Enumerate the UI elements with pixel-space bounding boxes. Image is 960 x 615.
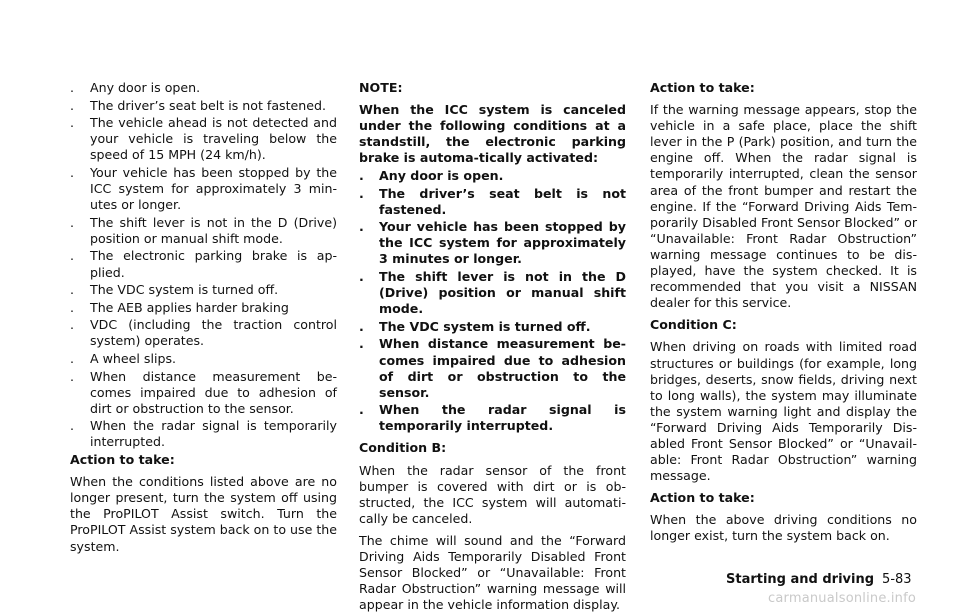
bullet-item xyxy=(70,300,337,316)
bullet-text: The driver’s seat belt is not fastened. xyxy=(90,97,327,113)
section-title: Starting and driving xyxy=(726,572,875,587)
bullet-item xyxy=(70,115,337,163)
bullet-text: A wheel slips. xyxy=(90,351,177,366)
bullet-item xyxy=(70,80,337,96)
bullet-item xyxy=(70,418,337,450)
condition-b-paragraph: When the radar sensor of the front bumper is covered with dirt or is ob-structed, the ICC system will automati-cally be canceled. xyxy=(359,462,626,526)
bullet-item xyxy=(70,351,337,367)
page-number: 5-83 xyxy=(882,572,912,587)
bullet-item xyxy=(70,165,337,213)
bullet-text: The VDC system is turned off. xyxy=(90,282,279,298)
bullet-marker: . xyxy=(70,80,75,95)
middle-column xyxy=(359,80,626,615)
bullet-marker: . xyxy=(70,418,75,434)
bullet-text: The electronic parking brake is ap-plied. xyxy=(90,248,337,280)
bullet-marker: . xyxy=(359,336,364,352)
bullet-marker: . xyxy=(70,368,75,384)
left-column xyxy=(70,80,337,556)
bullet-marker: . xyxy=(359,185,364,201)
note-bullet-item xyxy=(359,319,626,335)
note-bullet-item xyxy=(359,219,626,267)
bullet-marker: . xyxy=(359,269,364,285)
note-heading: NOTE: xyxy=(359,80,403,95)
bullet-text: The shift lever is not in the D (Drive) position or manual shift mode. xyxy=(379,269,626,317)
bullet-marker: . xyxy=(70,248,75,264)
bullet-marker: . xyxy=(70,164,75,180)
bullet-text: Your vehicle has been stopped by the ICC system for approximately 3 minutes or longer. xyxy=(379,219,626,267)
action-paragraph: When the conditions listed above are no longer present, turn the system off using the ProPILOT Assist switch. Turn the ProPILOT Assist system back on to use the system. xyxy=(70,474,337,554)
bullet-text: The VDC system is turned off. xyxy=(379,318,591,334)
bullet-item xyxy=(70,282,337,298)
bullet-marker: . xyxy=(359,318,364,334)
bullet-marker: . xyxy=(70,351,75,366)
action-heading: Action to take: xyxy=(650,80,755,95)
bullet-text: The vehicle ahead is not detected and your vehicle is traveling below the speed of 15 MPH (24 km/h). xyxy=(90,115,337,163)
bullet-text: When distance measurement be-comes impaired due to adhesion of dirt or obstruction to the sensor. xyxy=(379,336,626,400)
bullet-marker: . xyxy=(70,214,75,230)
note-bullet-item xyxy=(359,269,626,317)
bullet-item xyxy=(70,317,337,349)
bullet-text: The shift lever is not in the D (Drive) position or manual shift mode. xyxy=(90,214,337,246)
bullet-text: When the radar signal is temporarily interrupted. xyxy=(379,402,626,434)
bullet-text: When the radar signal is temporarily interrupted. xyxy=(90,418,337,450)
bullet-text: Your vehicle has been stopped by the ICC system for approximately 3 min-utes or longer. xyxy=(90,164,337,213)
bullet-marker: . xyxy=(70,97,75,113)
right-column xyxy=(650,80,917,546)
action-heading: Action to take: xyxy=(70,452,175,468)
page-footer xyxy=(726,572,921,587)
bullet-item xyxy=(70,369,337,417)
action-paragraph: If the warning message appears, stop the vehicle in a safe place, place the shift lever in the P (Park) position, and turn the engine off. When the radar signal is temporarily interrupted, clean the sensor area of the front bumper and restart the engine. If the “Forward Driving Aids Tem-porarily Disabled Front Sensor Blocked” or “Unavailable: Front Radar Obstruction” warning message continues to be dis-played, have the system checked. It is recommended that you visit a NISSAN dealer for this service. xyxy=(650,102,917,311)
action-paragraph: When the above driving conditions no longer exist, turn the system back on. xyxy=(650,512,917,544)
condition-b-heading: Condition B: xyxy=(359,440,447,456)
bullet-marker: . xyxy=(70,317,75,333)
watermark: carmanualsonline.info xyxy=(768,591,917,606)
bullet-text: Any door is open. xyxy=(379,167,504,183)
bullet-text: When distance measurement be-comes impaired due to adhesion of dirt or obstruction to the sensor. xyxy=(90,368,337,416)
note-bullet-item xyxy=(359,168,626,184)
bullet-marker: . xyxy=(70,115,75,131)
bullet-text: VDC (including the traction control system) operates. xyxy=(90,317,337,349)
bullet-marker: . xyxy=(359,167,364,183)
bullet-text: The AEB applies harder braking xyxy=(90,299,289,315)
note-bullet-item xyxy=(359,186,626,218)
bullet-marker: . xyxy=(359,402,364,418)
action-heading: Action to take: xyxy=(650,490,755,506)
note-bullet-item xyxy=(359,336,626,400)
bullet-item xyxy=(70,248,337,280)
chime-paragraph: The chime will sound and the “Forward Driving Aids Temporarily Disabled Front Sensor Blocked” or “Unavailable: Front Radar Obstruction” warning message will appear in the vehicle information display. xyxy=(359,532,626,613)
condition-c-heading: Condition C: xyxy=(650,317,737,333)
bullet-marker: . xyxy=(70,299,75,315)
bullet-item xyxy=(70,98,337,114)
bullet-marker: . xyxy=(70,282,75,298)
note-bullet-item xyxy=(359,402,626,434)
bullet-text: Any door is open. xyxy=(90,80,201,95)
bullet-item xyxy=(70,215,337,247)
note-paragraph: When the ICC system is canceled under the following conditions at a standstill, the electronic parking brake is automa-tically activated: xyxy=(359,102,626,166)
bullet-marker: . xyxy=(359,219,364,235)
condition-c-paragraph: When driving on roads with limited road structures or buildings (for example, long bridges, deserts, snow fields, driving next to long walls), the system may illuminate the system warning light and display the “Forward Driving Aids Temporarily Dis-abled Front Sensor Blocked” or “Unavail-able: Front Radar Obstruction” warning message. xyxy=(650,339,917,484)
bullet-text: The driver’s seat belt is not fastened. xyxy=(379,185,626,217)
